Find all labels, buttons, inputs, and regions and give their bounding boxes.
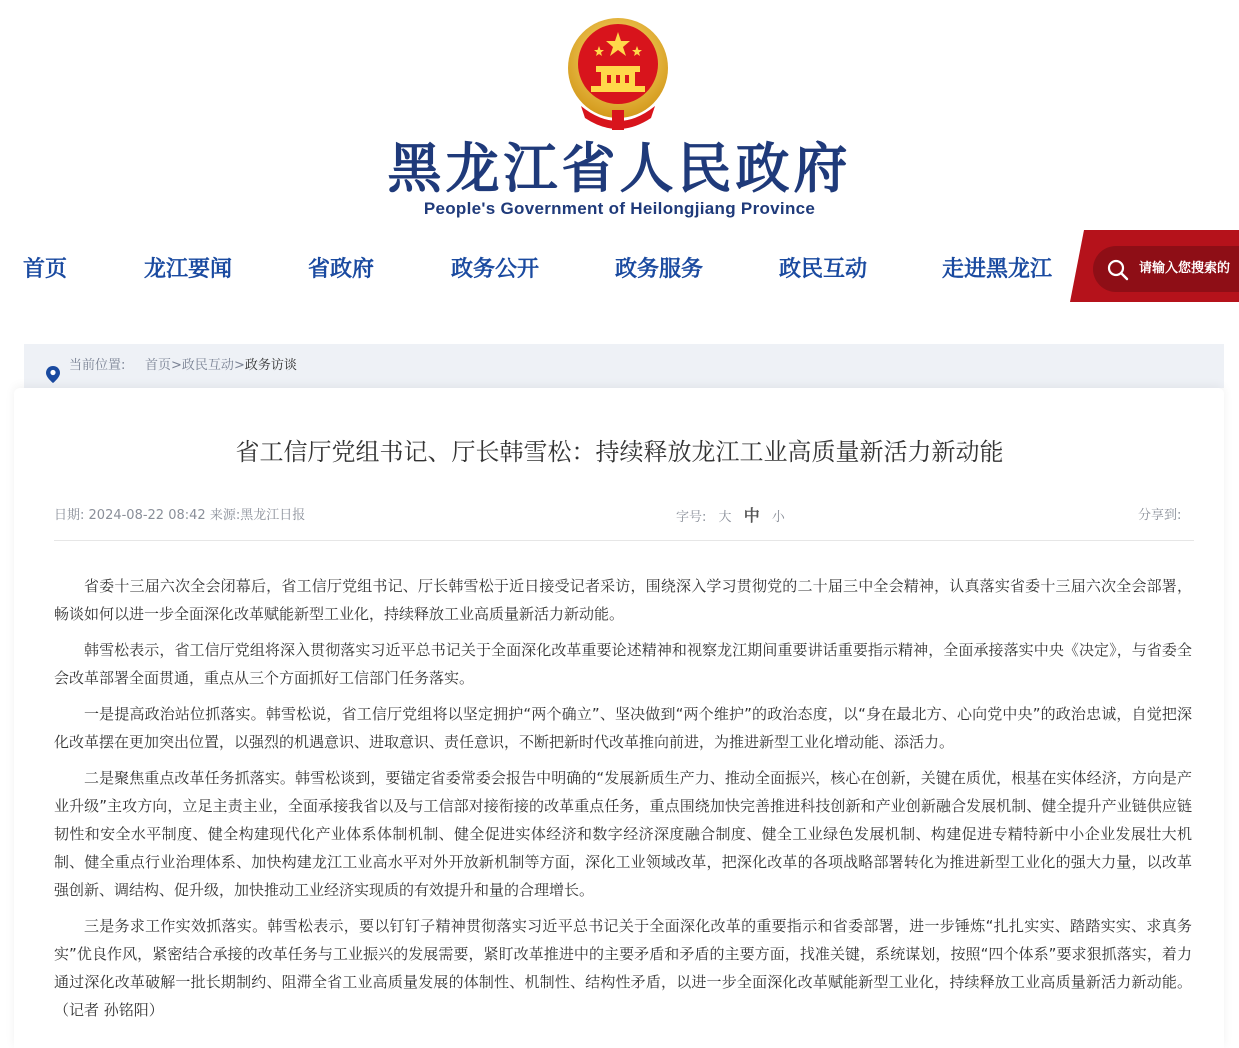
- article-date: 2024-08-22 08:42: [88, 508, 206, 523]
- nav-item-longjiang-news[interactable]: 龙江要闻: [144, 257, 233, 282]
- nav-item-public-interaction[interactable]: 政民互动: [779, 257, 868, 282]
- font-size-medium[interactable]: 中: [743, 506, 760, 525]
- article-paragraph: 一是提高政治站位抓落实。韩雪松说，省工信厅党组将以坚定拥护“两个确立”、坚决做到“两个维护”的政治态度，以“身在最北方、心向党中央”的政治忠诚，自觉把深化改革摆在更加突出位置，以强烈的机遇意识、进取意识、责任意识，不断把新时代改革推向前进，为推进新型工业化增动能、添活力。: [54, 705, 1192, 751]
- article-body: [54, 572, 1192, 1032]
- article-paragraph: 省委十三届六次全会闭幕后，省工信厅党组书记、厅长韩雪松于近日接受记者采访，围绕深入学习贯彻党的二十届三中全会精神，认真落实省委十三届六次全会部署，畅谈如何以进一步全面深化改革赋能新型工业化，持续释放工业高质量新活力新动能。: [54, 577, 1192, 623]
- nav-item-provincial-government[interactable]: 省政府: [308, 257, 375, 282]
- article-source: 黑龙江日报: [240, 508, 306, 523]
- site-title: 黑龙江省人民政府: [387, 136, 852, 200]
- breadcrumb-separator: >: [171, 358, 182, 373]
- location-pin-icon: [46, 358, 60, 375]
- nav-item-home[interactable]: 首页: [23, 257, 68, 282]
- font-size-label: 字号:: [676, 510, 707, 525]
- breadcrumb-public-interaction[interactable]: 政民互动: [181, 358, 234, 373]
- site-subtitle: People's Government of Heilongjiang Province: [423, 199, 816, 218]
- national-emblem-icon: [563, 14, 673, 132]
- article-paragraph: 韩雪松表示，省工信厅党组将深入贯彻落实习近平总书记关于全面深化改革重要论述精神和视察龙江期间重要讲话重要指示精神，全面承接落实中央《决定》，与省委全会改革部署全面贯通，重点从三个方面抓好工信部门任务落实。: [54, 641, 1192, 687]
- nav-item-government-affairs-open[interactable]: 政务公开: [451, 257, 540, 282]
- search-placeholder: 请输入您搜索的: [1139, 261, 1231, 276]
- breadcrumb: [24, 344, 1224, 388]
- breadcrumb-separator: >: [233, 358, 245, 373]
- nav-item-discover-heilongjiang[interactable]: 走进黑龙江: [942, 257, 1053, 282]
- share-label[interactable]: 分享到:: [1138, 508, 1182, 523]
- font-size-control: [676, 507, 785, 527]
- breadcrumb-current[interactable]: 政务访谈: [244, 358, 297, 373]
- nav-item-government-services[interactable]: 政务服务: [615, 257, 704, 282]
- date-label: 日期:: [54, 508, 85, 523]
- article-meta: [54, 507, 305, 525]
- article-title: 省工信厅党组书记、厅长韩雪松：持续释放龙江工业高质量新活力新动能: [235, 438, 1004, 466]
- article-paragraph: 三是务求工作实效抓落实。韩雪松表示，要以钉钉子精神贯彻落实习近平总书记关于全面深化改革的重要指示和省委部署，进一步锤炼“扎扎实实、踏踏实实、求真务实”优良作风，紧密结合承接的改革任务与工业振兴的发展需要，紧盯改革推进中的主要矛盾和矛盾的主要方面，找准关键，系统谋划，按照“四个体系”要求狠抓落实，着力通过深化改革破解一批长期制约、阻滞全省工业高质量发展的体制性、机制性、结构性矛盾，以进一步全面深化改革赋能新型工业化，持续释放工业高质量新活力新动能。（记者 孙铭阳）: [54, 917, 1192, 1019]
- search-icon[interactable]: [1106, 258, 1130, 282]
- breadcrumb-home[interactable]: 首页: [145, 358, 172, 373]
- divider: [54, 540, 1194, 541]
- font-size-large[interactable]: 大: [718, 510, 732, 525]
- source-label: 来源:: [209, 508, 241, 523]
- font-size-small[interactable]: 小: [771, 510, 785, 525]
- breadcrumb-prefix: 当前位置:: [69, 358, 126, 373]
- article-paragraph: 二是聚焦重点改革任务抓落实。韩雪松谈到，要锚定省委常委会报告中明确的“发展新质生产力、推动全面振兴，核心在创新，关键在质优，根基在实体经济，方向是产业升级”主攻方向，立足主责主业，全面承接我省以及与工信部对接衔接的改革重点任务，重点围绕加快完善推进科技创新和产业创新融合发展机制、健全提升产业链供应链韧性和安全水平制度、健全构建现代化产业体系体制机制、健全促进实体经济和数字经济深度融合制度、健全工业绿色发展机制、构建促进专精特新中小企业发展壮大机制、健全重点行业治理体系、加快构建龙江工业高水平对外开放新机制等方面，深化工业领域改革，把深化改革的各项战略部署转化为推进新型工业化的强大力量，以改革强创新、调结构、促升级，加快推动工业经济实现质的有效提升和量的合理增长。: [54, 769, 1192, 899]
